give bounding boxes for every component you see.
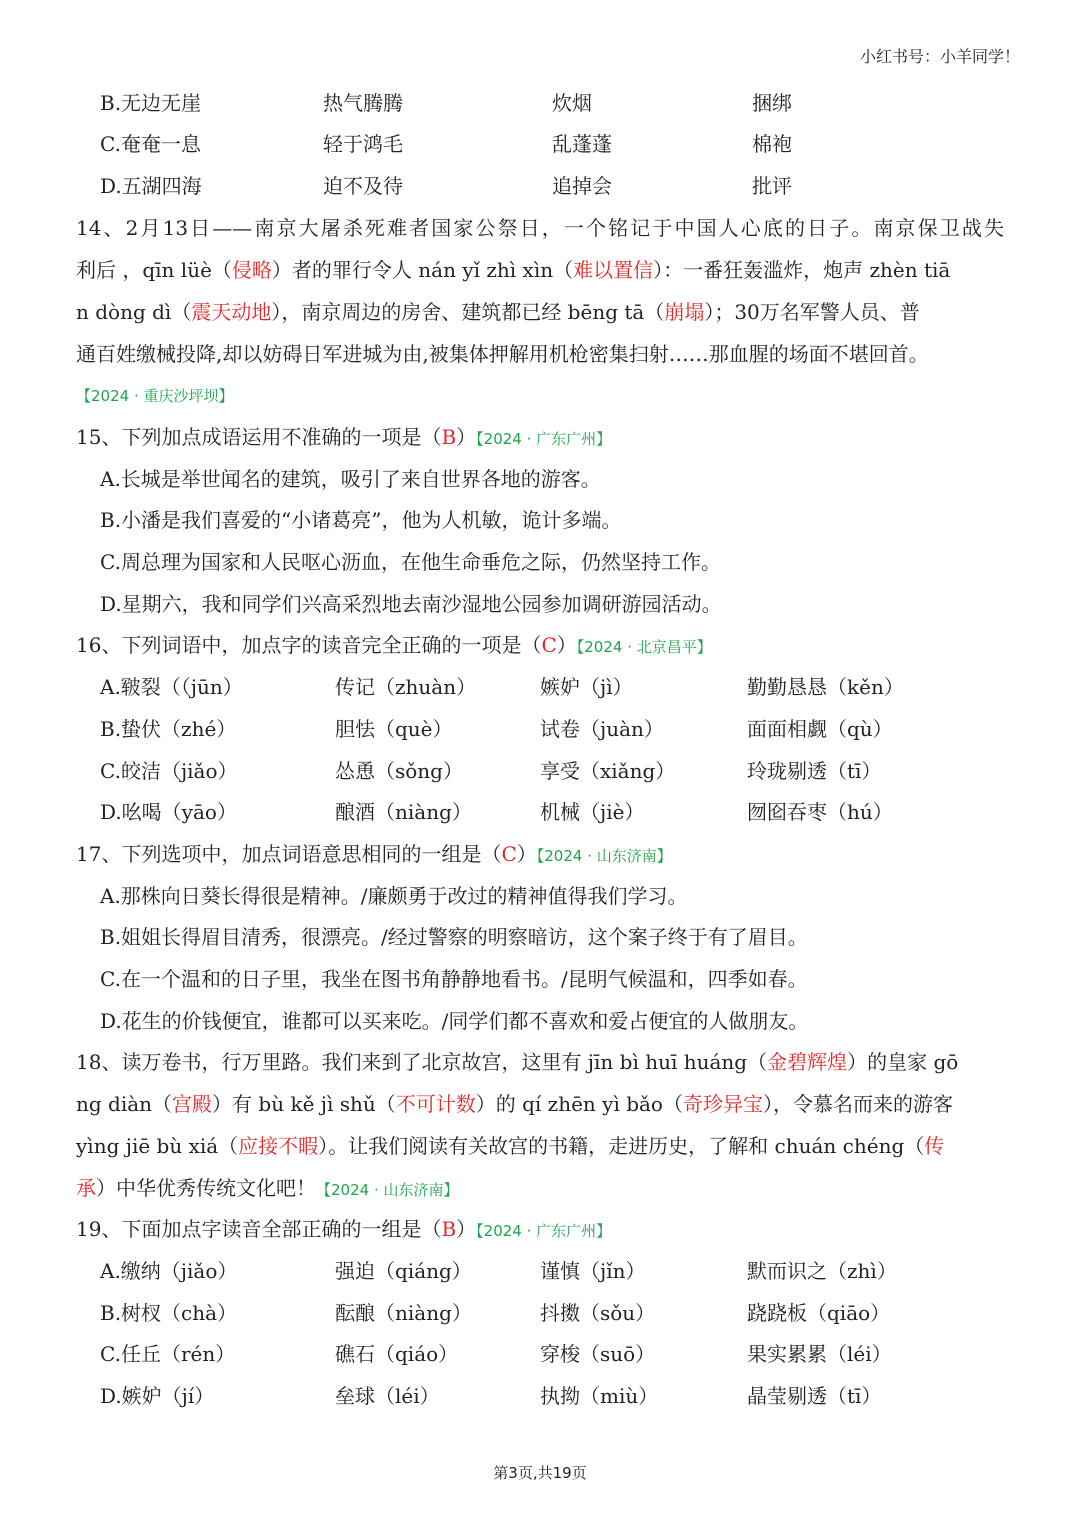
q19-a-c2: 强迫（qiáng） bbox=[335, 1259, 472, 1283]
q13-row-c-label: C.奄奄一息 bbox=[100, 132, 201, 156]
q14-text: ），南京周边的房舍、建筑都已经 bēng tā（ bbox=[271, 300, 665, 324]
q17-answer: C bbox=[501, 842, 517, 866]
q13-row-d-label: D.五湖四海 bbox=[100, 174, 202, 198]
q16-b-c3: 试卷（juàn） bbox=[540, 717, 664, 741]
q18-text: ）中华优秀传统文化吧！ bbox=[96, 1176, 316, 1200]
q16-d-c1: D.吆喝（yāo） bbox=[100, 800, 237, 824]
page-header: 小红书号：小羊同学！ bbox=[859, 47, 1020, 66]
q13-row-b-c2: 热气腾腾 bbox=[323, 91, 403, 115]
q19-c-c2: 礁石（qiáo） bbox=[335, 1342, 459, 1366]
q15-option-d: D.星期六，我和同学们兴高采烈地去南沙湿地公园参加调研游园活动。 bbox=[100, 592, 722, 616]
q14-answer: 震天动地 bbox=[191, 300, 272, 324]
q19-c-c3: 穿梭（suō） bbox=[540, 1342, 656, 1366]
q16-a-c3: 嫉妒（jì） bbox=[540, 675, 633, 699]
q15-option-b: B.小潘是我们喜爱的“小诸葛亮”，他为人机敏，诡计多端。 bbox=[100, 508, 622, 532]
q19-d-c2: 垒球（léi） bbox=[335, 1384, 440, 1408]
q16-c-c1: C.皎洁（jiǎo） bbox=[100, 759, 238, 783]
q14-line-1: 14、2月13日——南京大屠杀死难者国家公祭日，一个铭记于中国人心底的日子。南京保卫战失 bbox=[76, 216, 1004, 240]
q18-line-1 bbox=[76, 1047, 958, 1077]
q13-row-b-c3: 炊烟 bbox=[552, 91, 592, 115]
q14-text: 利后 ，qīn lüè（ bbox=[76, 258, 232, 282]
q15-source: 【2024 · 广东广州】 bbox=[476, 430, 612, 448]
q18-text: ）有 bù kě jì shǔ（ bbox=[212, 1092, 396, 1116]
page-footer: 第3页,共19页 bbox=[493, 1464, 587, 1482]
q13-row-d-c2: 迫不及待 bbox=[323, 174, 403, 198]
q13-row-d-c4: 批评 bbox=[752, 174, 792, 198]
q17-option-d: D.花生的价钱便宜，谁都可以买来吃。/同学们都不喜欢和爱占便宜的人做朋友。 bbox=[100, 1009, 809, 1033]
q16-d-c4: 囫囵吞枣（hú） bbox=[747, 800, 893, 824]
q13-row-c-c2: 轻于鸿毛 bbox=[323, 132, 403, 156]
q19-d-c3: 执拗（miù） bbox=[540, 1384, 659, 1408]
q17-source: 【2024 · 山东济南】 bbox=[536, 847, 672, 865]
q15-option-a: A.长城是举世闻名的建筑，吸引了来自世界各地的游客。 bbox=[100, 467, 601, 491]
q15-stem bbox=[76, 422, 611, 454]
q14-answer: 侵略 bbox=[231, 258, 272, 282]
q18-answer: 宫殿 bbox=[172, 1092, 213, 1116]
q18-text: ）的皇家 gō bbox=[847, 1050, 959, 1074]
q18-text: ）的 qí zhēn yì bǎo（ bbox=[475, 1092, 683, 1116]
q16-stem bbox=[76, 630, 712, 662]
q17-option-a: A.那株向日葵长得很是精神。/廉颇勇于改过的精神值得我们学习。 bbox=[100, 884, 688, 908]
q19-stem-text: 19、下面加点字读音全部正确的一组是（ bbox=[76, 1217, 442, 1241]
q18-answer: 不可计数 bbox=[395, 1092, 476, 1116]
q16-b-c2: 胆怯（què） bbox=[335, 717, 453, 741]
q16-c-c3: 享受（xiǎng） bbox=[540, 759, 676, 783]
q13-row-b-c4: 捆绑 bbox=[752, 91, 792, 115]
q19-c-c1: C.任丘（rén） bbox=[100, 1342, 236, 1366]
q17-option-b: B.姐姐长得眉目清秀，很漂亮。/经过警察的明察暗访，这个案子终于有了眉目。 bbox=[100, 925, 808, 949]
q19-c-c4: 果实累累（léi） bbox=[747, 1342, 892, 1366]
q14-text: ）；30万名军警人员、普 bbox=[704, 300, 920, 324]
q14-line-3 bbox=[76, 297, 920, 327]
q16-c-c4: 玲珑剔透（tī） bbox=[747, 759, 882, 783]
q19-b-c4: 跷跷板（qiāo） bbox=[747, 1301, 891, 1325]
q16-a-c1: A.皲裂（（jūn） bbox=[100, 675, 243, 699]
q18-line-4 bbox=[76, 1173, 458, 1205]
q19-source: 【2024 · 广东广州】 bbox=[476, 1222, 612, 1240]
q15-answer: B bbox=[441, 425, 457, 449]
q19-d-c1: D.嫉妒（jí） bbox=[100, 1384, 215, 1408]
q14-answer: 崩塌 bbox=[664, 300, 705, 324]
q19-b-c3: 抖擞（sǒu） bbox=[540, 1301, 656, 1325]
q13-row-c-c3: 乱蓬蓬 bbox=[552, 132, 612, 156]
q15-option-c: C.周总理为国家和人民呕心沥血，在他生命垂危之际，仍然坚持工作。 bbox=[100, 550, 721, 574]
q14-source: 【2024 · 重庆沙坪坝】 bbox=[76, 387, 234, 405]
q16-stem-text: 16、下列词语中，加点字的读音完全正确的一项是（ bbox=[76, 633, 542, 657]
q18-answer: 承 bbox=[76, 1176, 96, 1200]
q17-stem-text: ） bbox=[516, 842, 537, 866]
q16-d-c2: 酿酒（niàng） bbox=[335, 800, 472, 824]
q18-text: ）。让我们阅读有关故宫的书籍，走进历史，了解和 chuán chéng（ bbox=[318, 1134, 925, 1158]
q15-stem-text: ） bbox=[456, 425, 477, 449]
q16-b-c4: 面面相觑（qù） bbox=[747, 717, 893, 741]
q16-a-c4: 勤勤恳恳（kěn） bbox=[747, 675, 904, 699]
q19-a-c1: A.缴纳（jiǎo） bbox=[100, 1259, 238, 1283]
q17-option-c: C.在一个温和的日子里，我坐在图书角静静地看书。/昆明气候温和，四季如春。 bbox=[100, 967, 808, 991]
q16-b-c1: B.蛰伏（zhé） bbox=[100, 717, 237, 741]
q19-b-c2: 酝酿（niàng） bbox=[335, 1301, 472, 1325]
q18-text: 18、读万卷书，行万里路。我们来到了北京故宫，这里有 jīn bì huī huáng（ bbox=[76, 1050, 768, 1074]
q17-stem-text: 17、下列选项中，加点词语意思相同的一组是（ bbox=[76, 842, 502, 866]
q16-stem-text: ） bbox=[556, 633, 577, 657]
q19-answer: B bbox=[441, 1217, 457, 1241]
q16-source: 【2024 · 北京昌平】 bbox=[576, 638, 712, 656]
q18-line-3 bbox=[76, 1131, 944, 1161]
q13-row-c-c4: 棉袍 bbox=[752, 132, 792, 156]
q19-a-c3: 谨慎（jǐn） bbox=[540, 1259, 646, 1283]
q19-b-c1: B.树杈（chà） bbox=[100, 1301, 238, 1325]
q14-text: n dòng dì（ bbox=[76, 300, 192, 324]
q14-answer: 难以置信 bbox=[573, 258, 654, 282]
q18-answer: 传 bbox=[924, 1134, 945, 1158]
q19-stem bbox=[76, 1214, 611, 1246]
q16-answer: C bbox=[541, 633, 557, 657]
q19-stem-text: ） bbox=[456, 1217, 477, 1241]
q18-source: 【2024 · 山东济南】 bbox=[316, 1181, 459, 1199]
q17-stem bbox=[76, 839, 672, 871]
q18-answer: 奇珍异宝 bbox=[682, 1092, 763, 1116]
q18-text: ），令慕名而来的游客 bbox=[762, 1092, 953, 1116]
q19-a-c4: 默而识之（zhì） bbox=[747, 1259, 897, 1283]
q14-line-2 bbox=[76, 255, 950, 285]
q14-text: ）：一番狂轰滥炸，炮声 zhèn tiā bbox=[653, 258, 951, 282]
q14-line-4: 通百姓缴械投降,却以妨碍日军进城为由,被集体押解用机枪密集扫射……那血腥的场面不堪回首。 bbox=[76, 342, 929, 366]
q16-d-c3: 机械（jiè） bbox=[540, 800, 645, 824]
q18-answer: 应接不暇 bbox=[238, 1134, 319, 1158]
q18-text: yìng jiē bù xiá（ bbox=[76, 1134, 239, 1158]
q13-row-d-c3: 追掉会 bbox=[552, 174, 612, 198]
q18-answer: 金碧辉煌 bbox=[767, 1050, 848, 1074]
q18-text: ng diàn（ bbox=[76, 1092, 173, 1116]
q19-d-c4: 晶莹剔透（tī） bbox=[747, 1384, 882, 1408]
q16-c-c2: 怂恿（sǒng） bbox=[335, 759, 463, 783]
q13-row-b-label: B.无边无崖 bbox=[100, 91, 202, 115]
q16-a-c2: 传记（zhuàn） bbox=[335, 675, 477, 699]
q15-stem-text: 15、下列加点成语运用不准确的一项是（ bbox=[76, 425, 442, 449]
q18-line-2 bbox=[76, 1089, 953, 1119]
q14-text: ）者的罪行令人 nán yǐ zhì xìn（ bbox=[271, 258, 574, 282]
